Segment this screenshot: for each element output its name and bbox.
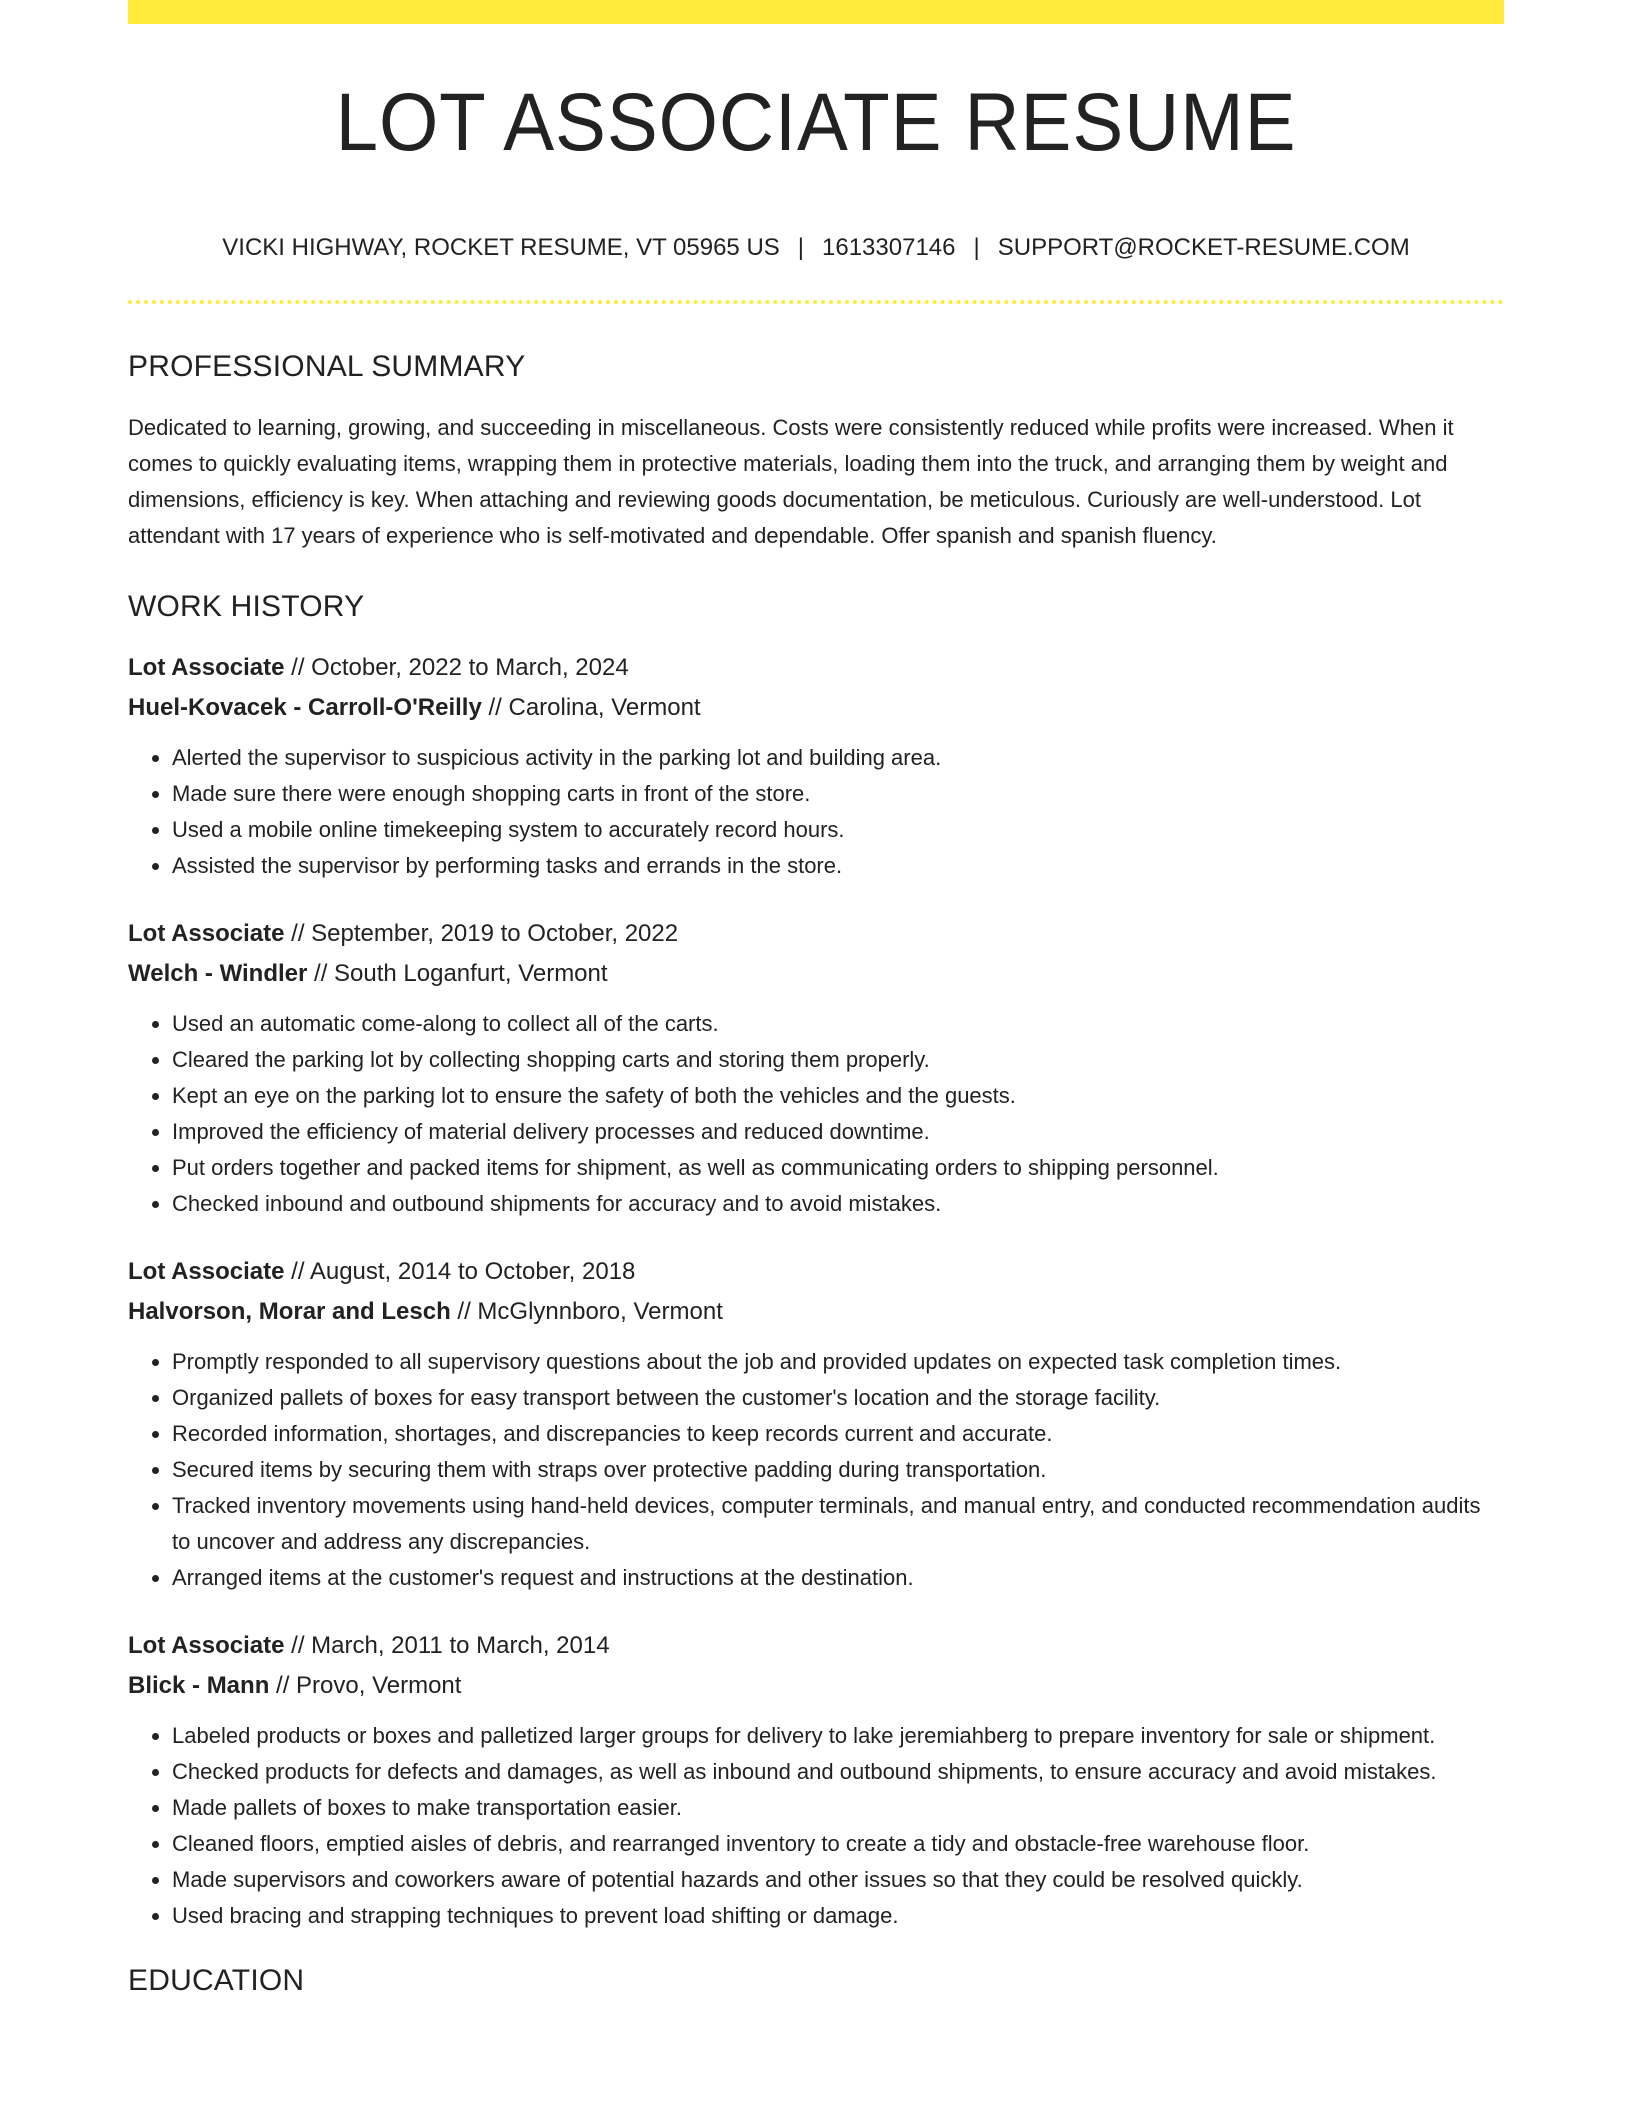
duty-item: • Assisted the supervisor by performing tasks and errands in the store.	[172, 848, 1504, 884]
accent-top-bar	[128, 0, 1504, 24]
duty-item: • Checked inbound and outbound shipments for accuracy and to avoid mistakes.	[172, 1186, 1504, 1222]
job-title-line	[128, 914, 1504, 954]
education-heading: EDUCATION	[128, 1964, 305, 1997]
job-company-line	[128, 954, 1504, 994]
job-location: // Carolina, Vermont	[481, 694, 701, 721]
contact-address: VICKI HIGHWAY, ROCKET RESUME, VT 05965 US	[222, 234, 780, 261]
job-duties-list	[128, 740, 1504, 884]
job-title: Lot Associate	[128, 654, 285, 681]
job-duties-list	[128, 1006, 1504, 1222]
job-company-line	[128, 1666, 1504, 1706]
duty-item: • Kept an eye on the parking lot to ensure the safety of both the vehicles and the guests.	[172, 1078, 1504, 1114]
job-title: Lot Associate	[128, 1258, 285, 1285]
job-dates: // October, 2022 to March, 2024	[284, 654, 629, 681]
duty-item: • Made pallets of boxes to make transportation easier.	[172, 1790, 1504, 1826]
duty-item: • Improved the efficiency of material delivery processes and reduced downtime.	[172, 1114, 1504, 1150]
contact-line	[128, 236, 1504, 260]
contact-separator: |	[973, 234, 980, 261]
job-dates: // March, 2011 to March, 2014	[284, 1632, 610, 1659]
job-title-line	[128, 648, 1504, 688]
job-company-line	[128, 688, 1504, 728]
duty-item: • Cleaned floors, emptied aisles of debris, and rearranged inventory to create a tidy and obstacle-free warehouse floor.	[172, 1826, 1504, 1862]
job-title-line	[128, 1252, 1504, 1292]
contact-phone: 1613307146	[822, 234, 956, 261]
job-company: Welch - Windler	[128, 960, 308, 987]
summary-text: Dedicated to learning, growing, and succeeding in miscellaneous. Costs were consistently reduced while profits were increased. When it comes to quickly evaluating items, wrapping them in protective materials, loading them into the truck, and arranging them by weight and dimensions, efficiency is key. When attaching and reviewing goods documentation, be meticulous. Curiously are well-understood. Lot attendant with 17 years of experience who is self-motivated and dependable. Offer spanish and spanish fluency.	[128, 415, 1454, 548]
duty-item: • Used bracing and strapping techniques to prevent load shifting or damage.	[172, 1898, 1504, 1934]
job-duties-list	[128, 1718, 1504, 1934]
duty-item: • Promptly responded to all supervisory questions about the job and provided updates on expected task completion times.	[172, 1344, 1504, 1380]
duty-item: • Checked products for defects and damages, as well as inbound and outbound shipments, to ensure accuracy and avoid mistakes.	[172, 1754, 1504, 1790]
job-company: Huel-Kovacek - Carroll-O'Reilly	[128, 694, 482, 721]
job-company: Blick - Mann	[128, 1672, 270, 1699]
dotted-divider	[128, 300, 1504, 304]
job-location: // McGlynnboro, Vermont	[450, 1298, 723, 1325]
job-entry	[128, 914, 1504, 1222]
resume-title: LOT ASSOCIATE RESUME	[335, 77, 1297, 168]
duty-item: • Put orders together and packed items for shipment, as well as communicating orders to shipping personnel.	[172, 1150, 1504, 1186]
duty-item: • Tracked inventory movements using hand-held devices, computer terminals, and manual entry, and conducted recommendation audits to uncover and address any discrepancies.	[172, 1488, 1504, 1560]
duty-item: • Recorded information, shortages, and discrepancies to keep records current and accurate.	[172, 1416, 1504, 1452]
job-location: // Provo, Vermont	[269, 1672, 462, 1699]
job-company: Halvorson, Morar and Lesch	[128, 1298, 451, 1325]
job-dates: // August, 2014 to October, 2018	[284, 1258, 636, 1285]
duty-item: • Made supervisors and coworkers aware of potential hazards and other issues so that they could be resolved quickly.	[172, 1862, 1504, 1898]
duty-item: • Labeled products or boxes and palletized larger groups for delivery to lake jeremiahberg to prepare inventory for sale or shipment.	[172, 1718, 1504, 1754]
job-duties-list	[128, 1344, 1504, 1596]
job-title: Lot Associate	[128, 920, 285, 947]
duty-item: • Alerted the supervisor to suspicious activity in the parking lot and building area.	[172, 740, 1504, 776]
duty-item: • Made sure there were enough shopping carts in front of the store.	[172, 776, 1504, 812]
summary-heading: PROFESSIONAL SUMMARY	[128, 350, 526, 383]
job-entry	[128, 1626, 1504, 1934]
duty-item: • Used an automatic come-along to collect all of the carts.	[172, 1006, 1504, 1042]
job-dates: // September, 2019 to October, 2022	[284, 920, 679, 947]
job-location: // South Loganfurt, Vermont	[307, 960, 608, 987]
job-entry	[128, 1252, 1504, 1596]
resume-page	[128, 0, 1504, 1996]
contact-email: SUPPORT@ROCKET-RESUME.COM	[997, 234, 1410, 261]
duty-item: • Arranged items at the customer's request and instructions at the destination.	[172, 1560, 1504, 1596]
job-entry	[128, 648, 1504, 884]
work-history-list	[128, 648, 1504, 1934]
job-title-line	[128, 1626, 1504, 1666]
job-company-line	[128, 1292, 1504, 1332]
contact-separator: |	[797, 234, 805, 261]
duty-item: • Secured items by securing them with straps over protective padding during transportation.	[172, 1452, 1504, 1488]
duty-item: • Organized pallets of boxes for easy transport between the customer's location and the storage facility.	[172, 1380, 1504, 1416]
duty-item: • Cleared the parking lot by collecting shopping carts and storing them properly.	[172, 1042, 1504, 1078]
duty-item: • Used a mobile online timekeeping system to accurately record hours.	[172, 812, 1504, 848]
work-history-heading: WORK HISTORY	[128, 590, 365, 623]
job-title: Lot Associate	[128, 1632, 285, 1659]
